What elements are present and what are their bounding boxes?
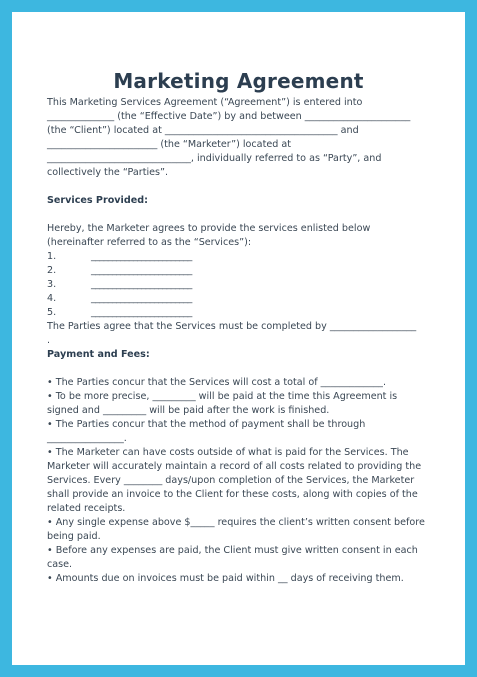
document-title: Marketing Agreement xyxy=(113,69,364,93)
text-line: . xyxy=(47,335,51,346)
text-line: • The Parties concur that the method of payment shall be through xyxy=(47,419,366,430)
text-line: • Any single expense above $_____ requires the client’s written consent before xyxy=(47,517,425,528)
text-line: shall provide an invoice to the Client for these costs, along with copies of the xyxy=(47,489,418,500)
text-line: (the “Client”) located at ____________________________________ and xyxy=(47,125,359,136)
payment-heading: Payment and Fees: xyxy=(47,349,150,360)
document-body xyxy=(47,96,433,586)
list-item xyxy=(47,250,433,264)
text-line: signed and _________ will be paid after the work is finished. xyxy=(47,405,330,416)
list-number: 2. xyxy=(47,265,57,276)
completion-paragraph xyxy=(47,320,433,348)
intro-paragraph xyxy=(47,96,433,180)
list-number: 3. xyxy=(47,279,57,290)
text-line: ________________. xyxy=(47,433,127,444)
text-line: Services. Every ________ days/upon completion of the Services, the Marketer xyxy=(47,475,415,486)
list-number: 4. xyxy=(47,293,57,304)
services-list xyxy=(47,250,433,320)
text-line: • Amounts due on invoices must be paid within __ days of receiving them. xyxy=(47,573,404,584)
blank-line: ________________________ xyxy=(91,279,192,290)
text-line: related receipts. xyxy=(47,503,126,514)
text-line: This Marketing Services Agreement (“Agreement”) is entered into xyxy=(47,97,363,108)
text-line: ______________ (the “Effective Date”) by and between ______________________ xyxy=(47,111,411,122)
list-number: 1. xyxy=(47,251,57,262)
text-line: • The Parties concur that the Services will cost a total of _____________. xyxy=(47,377,387,388)
text-line: ______________________________, individually referred to as “Party”, and xyxy=(47,153,382,164)
text-line: being paid. xyxy=(47,531,101,542)
text-line: • The Marketer can have costs outside of what is paid for the Services. The xyxy=(47,447,409,458)
blank-line: ________________________ xyxy=(91,251,192,262)
blank-line: ________________________ xyxy=(91,307,192,318)
text-line: _______________________ (the “Marketer”) located at xyxy=(47,139,292,150)
text-line: case. xyxy=(47,559,73,570)
services-heading: Services Provided: xyxy=(47,195,148,206)
list-item xyxy=(47,264,433,278)
services-intro xyxy=(47,222,433,250)
list-item xyxy=(47,292,433,306)
list-number: 5. xyxy=(47,307,57,318)
blank-line: ________________________ xyxy=(91,293,192,304)
list-item xyxy=(47,278,433,292)
document-page xyxy=(12,12,465,665)
blank-line: ________________________ xyxy=(91,265,192,276)
text-line: • To be more precise, _________ will be paid at the time this Agreement is xyxy=(47,391,398,402)
payment-paragraph xyxy=(47,376,433,586)
text-line: collectively the “Parties”. xyxy=(47,167,169,178)
text-line: (hereinafter referred to as the “Services”): xyxy=(47,237,252,248)
text-line: • Before any expenses are paid, the Client must give written consent in each xyxy=(47,545,418,556)
list-item xyxy=(47,306,433,320)
text-line: Marketer will accurately maintain a record of all costs related to providing the xyxy=(47,461,422,472)
text-line: The Parties agree that the Services must be completed by __________________ xyxy=(47,321,417,332)
text-line: Hereby, the Marketer agrees to provide the services enlisted below xyxy=(47,223,371,234)
